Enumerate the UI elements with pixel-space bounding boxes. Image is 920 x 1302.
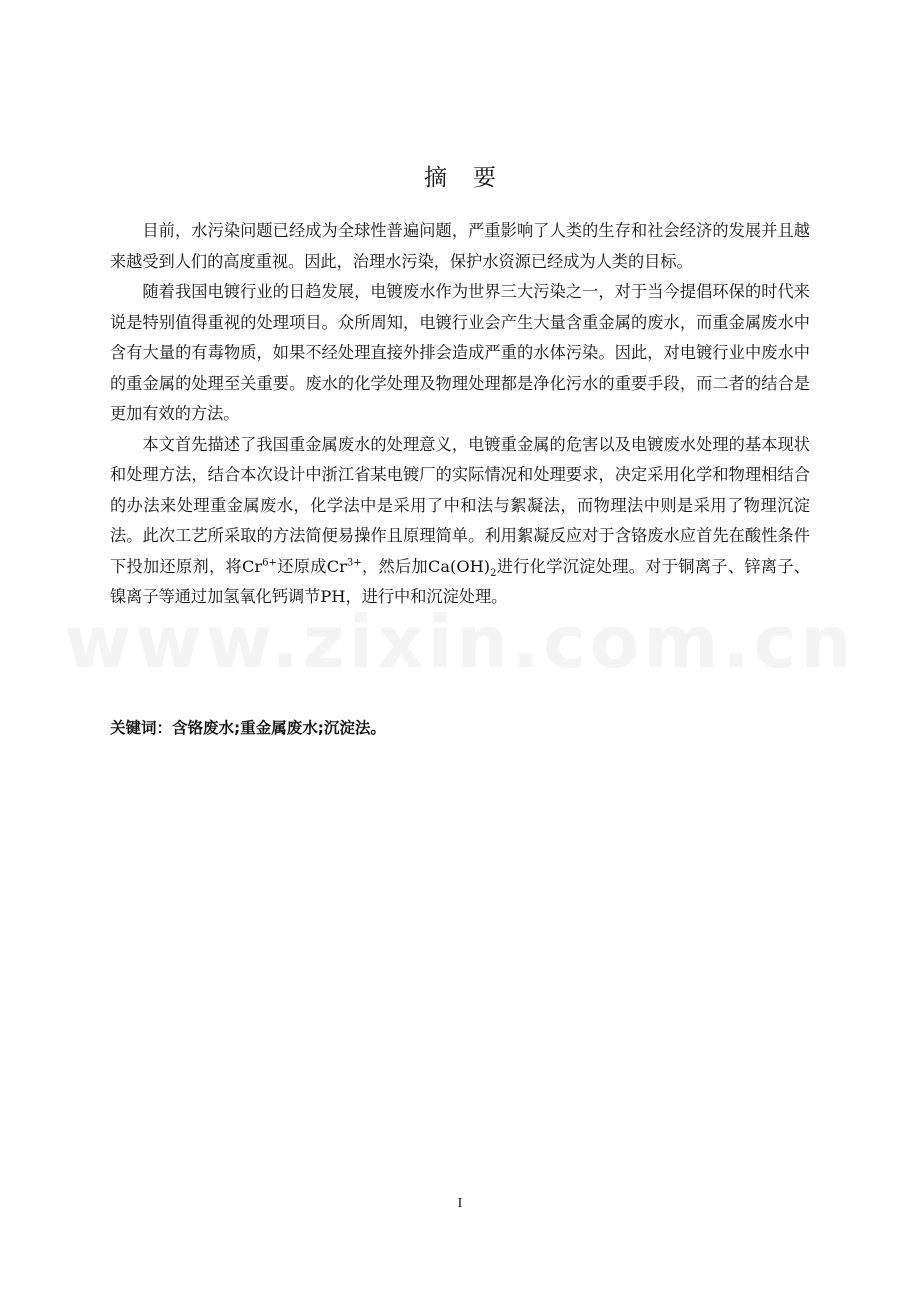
- paragraph-3: [110, 430, 810, 613]
- abstract-body: [110, 216, 810, 613]
- subscript-2: 2: [490, 567, 497, 579]
- superscript-cr6: 6+: [262, 557, 277, 569]
- page-number: I: [457, 1196, 463, 1211]
- paragraph-3-text-3: ，然后加Ca(OH): [361, 556, 491, 576]
- paragraph-2: 随着我国电镀行业的日趋发展，电镀废水作为世界三大污染之一，对于当今提倡环保的时代来说是特别值得重视的处理项目。众所周知，电镀行业会产生大量含重金属的废水，而重金属废水中含有大量的有毒物质，如果不经处理直接外排会造成严重的水体污染。因此，对电镀行业中废水中的重金属的处理至关重要。废水的化学处理及物理处理都是净化污水的重要手段，而二者的结合是更加有效的方法。: [110, 282, 810, 423]
- paragraph-1: 目前，水污染问题已经成为全球性普遍问题，严重影响了人类的生存和社会经济的发展并且越来越受到人们的高度重视。因此，治理水污染，保护水资源已经成为人类的目标。: [110, 221, 810, 271]
- watermark: [0, 600, 920, 684]
- keywords-line: 关键词：含铬废水;重金属废水;沉淀法。: [110, 719, 386, 737]
- superscript-cr3: 3+: [346, 557, 362, 569]
- paragraph-3-text-2: 还原成Cr: [276, 556, 347, 576]
- abstract-title: 摘要: [424, 165, 522, 191]
- paragraph-3-text-1: 本文首先描述了我国重金属废水的处理意义，电镀重金属的危害以及电镀废水处理的基本现状和处理方法，结合本次设计中浙江省某电镀厂的实际情况和处理要求，决定采用化学和物理相结合的办法来处理重金属废水，化学法中是采用了中和法与絮凝法，而物理法中则是采用了物理沉淀法。此次工艺所采取的方法简便易操作且原理简单。利用絮凝反应对于含铬废水应首先在酸性条件下投加还原剂，将Cr: [110, 434, 810, 576]
- paragraph-3-text-4: 进行化学沉淀处理。对于铜离子、锌离子、镍离子等通过加氢氧化钙调节PH，进行中和沉淀处理。: [110, 556, 811, 606]
